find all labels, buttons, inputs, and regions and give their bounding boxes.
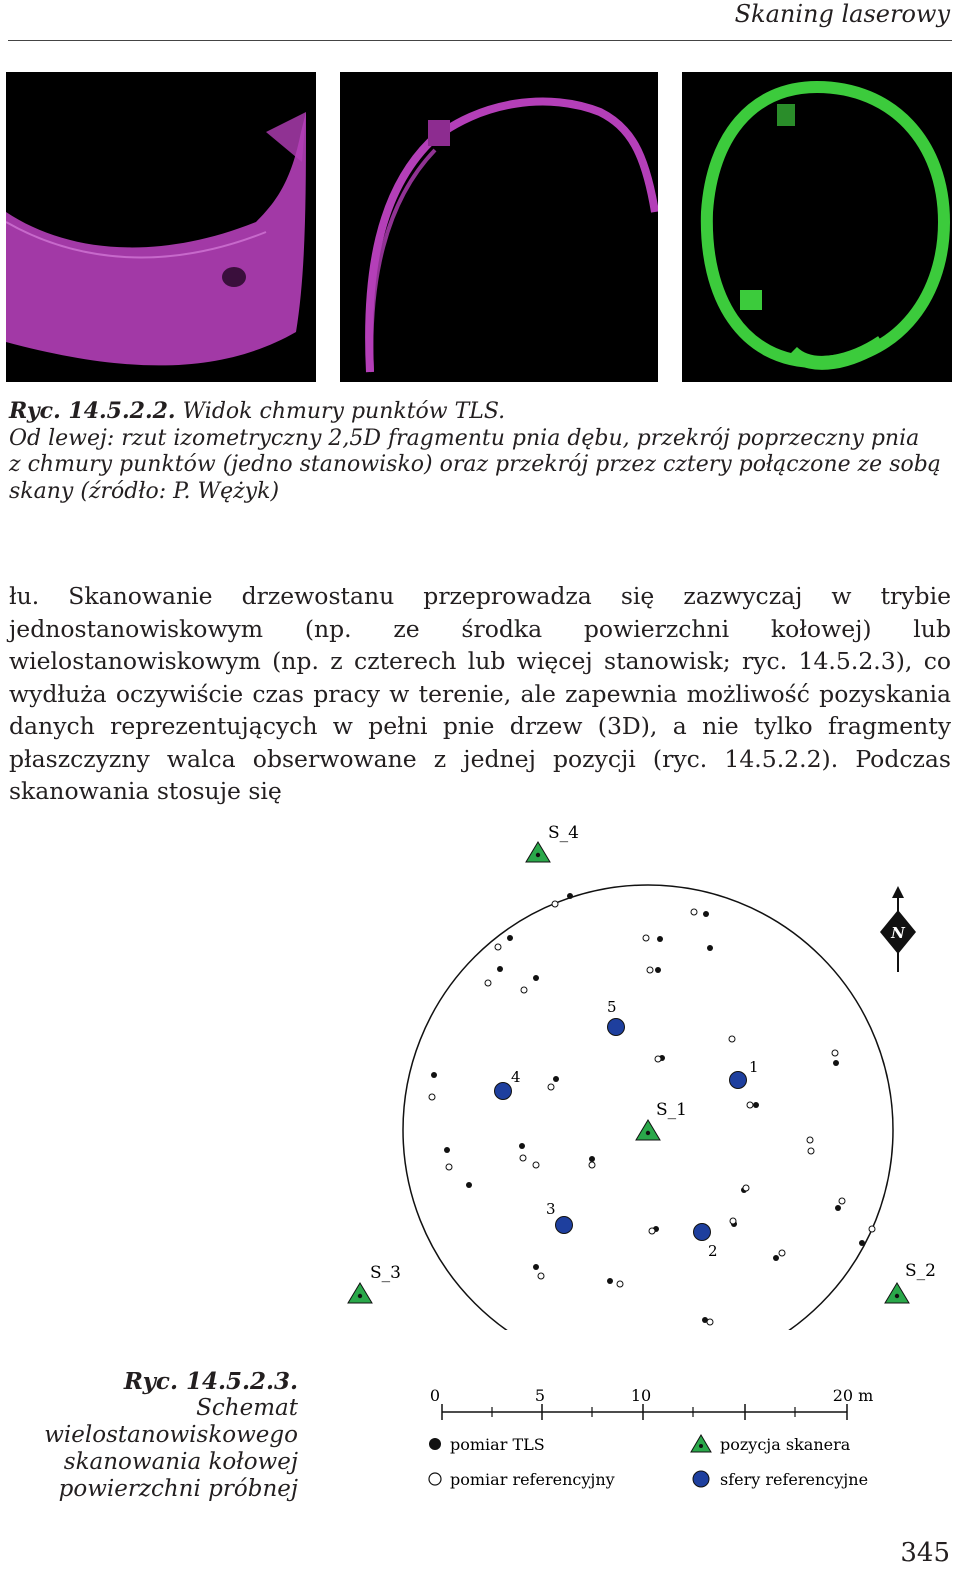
svg-text:4: 4: [511, 1068, 521, 1086]
reference-sphere-1: [730, 1058, 759, 1089]
svg-text:S_2: S_2: [905, 1261, 936, 1281]
svg-text:5: 5: [607, 998, 617, 1016]
figure2-caption: [30, 1368, 298, 1503]
reference-sphere-2: [694, 1224, 718, 1261]
scanner-position-s3: [348, 1263, 401, 1303]
svg-text:pozycja skanera: pozycja skanera: [720, 1435, 851, 1454]
figure2-caption-line: wielostanowiskowego: [44, 1422, 298, 1448]
figure1-caption: [9, 398, 954, 505]
legend-spheres: [693, 1470, 868, 1489]
svg-text:20 m: 20 m: [832, 1386, 874, 1405]
north-label: N: [891, 924, 905, 942]
legend-scanner: [691, 1435, 851, 1454]
running-header: Skaning laserowy: [734, 0, 950, 28]
svg-text:10: 10: [630, 1386, 652, 1405]
svg-text:0: 0: [429, 1386, 441, 1405]
svg-text:1: 1: [749, 1058, 759, 1076]
svg-text:pomiar TLS: pomiar TLS: [450, 1435, 545, 1454]
scale-bar: [430, 1386, 873, 1420]
legend-reference: [429, 1470, 615, 1489]
scale-and-legend: [415, 1380, 885, 1510]
svg-text:S_4: S_4: [548, 823, 579, 843]
figure2-number: Ryc. 14.5.2.3.: [123, 1368, 298, 1395]
svg-text:3: 3: [546, 1200, 556, 1218]
page-number: 345: [900, 1538, 950, 1568]
scanning-scheme-diagram: [330, 810, 955, 1330]
reference-points: [429, 901, 875, 1330]
figure2-caption-line: skanowania kołowej: [63, 1449, 298, 1475]
legend-tls: [429, 1435, 545, 1454]
body-paragraph: łu. Skanowanie drzewostanu przeprowadza się zazwyczaj w trybie jednostanowiskowym (np. ze środka powierzchni kołowej) lub wielostanowiskowym (np. z czterech lub więcej stanowisk; ryc. 14.5.2.3), co wydłuża oczywiście czas pracy w terenie, ale zapewnia możliwość pozyskania danych reprezentujących w pełni pnie drzew (3D), a nie tylko fragmenty płaszczyzny walca obserwowane z jednej pozycji (ryc. 14.5.2.2). Podczas skanowania stosuje się: [9, 582, 951, 805]
scanner-position-s2: [885, 1261, 936, 1303]
photo-cross-section-single: [340, 72, 658, 382]
reference-sphere-5: [607, 998, 625, 1036]
figure1-title: Widok chmury punktów TLS.: [182, 399, 506, 424]
photo-isometric-trunk: [6, 72, 316, 382]
figure1-caption-line: z chmury punktów (jedno stanowisko) oraz przekrój przez cztery połączone ze sobą: [9, 452, 941, 477]
svg-text:2: 2: [708, 1242, 718, 1260]
reference-sphere-4: [495, 1068, 521, 1100]
figure1-caption-line: Od lewej: rzut izometryczny 2,5D fragmentu pnia dębu, przekrój poprzeczny pnia: [9, 425, 920, 451]
svg-text:pomiar referencyjny: pomiar referencyjny: [450, 1470, 615, 1489]
svg-text:5: 5: [534, 1386, 546, 1405]
svg-text:sfery referencyjne: sfery referencyjne: [720, 1470, 869, 1489]
tls-points: [431, 893, 865, 1330]
reference-sphere-3: [546, 1200, 573, 1234]
header-rule: [8, 40, 952, 41]
scanner-position-s4: [526, 823, 579, 862]
figure1-number: Ryc. 14.5.2.2.: [9, 398, 176, 424]
svg-text:S_1: S_1: [656, 1100, 687, 1120]
figure2-caption-line: powierzchni próbnej: [58, 1476, 298, 1502]
photo-cross-section-merged: [682, 72, 952, 382]
figure1-caption-line: skany (źródło: P. Wężyk): [9, 478, 280, 504]
north-arrow-icon: [880, 892, 916, 972]
plot-circle: [403, 885, 893, 1330]
svg-text:S_3: S_3: [370, 1263, 401, 1283]
body-paragraph-container: [9, 580, 951, 808]
figure2-caption-line: Schemat: [196, 1395, 298, 1421]
scanner-position-s1: [636, 1100, 687, 1140]
